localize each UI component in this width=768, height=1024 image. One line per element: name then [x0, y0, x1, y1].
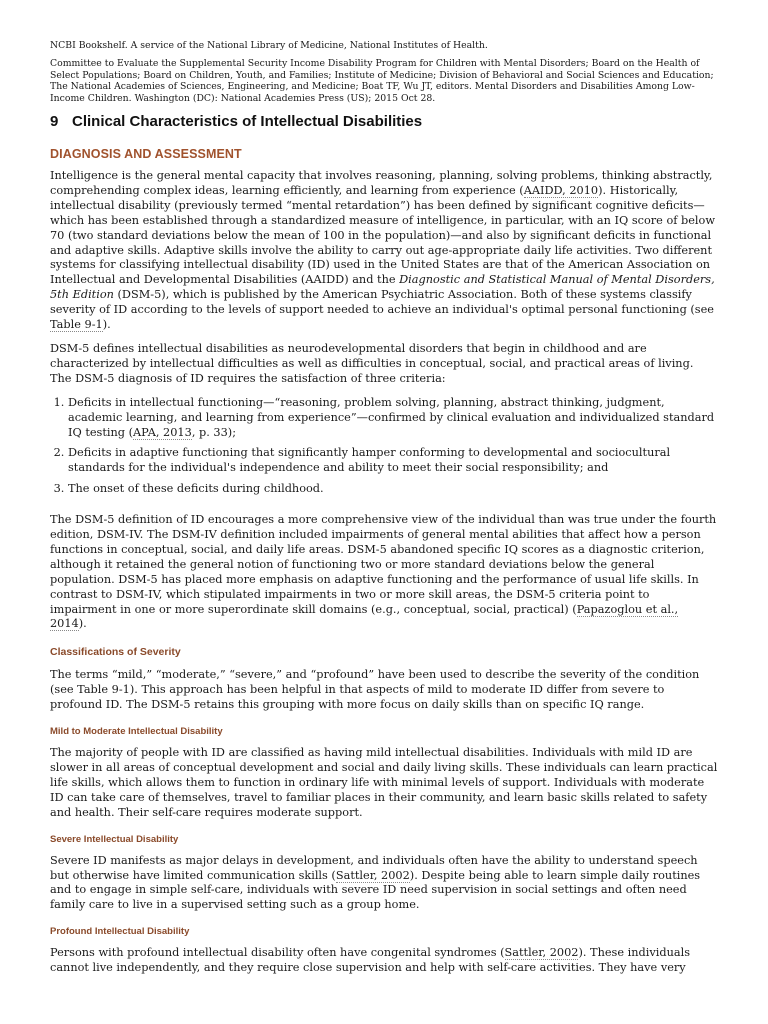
subsubsection-heading-severe: Severe Intellectual Disability: [50, 833, 179, 845]
table-link-9-1[interactable]: Table 9-1: [50, 318, 103, 332]
paragraph-intelligence: [50, 169, 718, 333]
criterion-item: 2. Deficits in adaptive functioning that significantly hamper conforming to developmental and sociocultural standards for the individual's independence and ability to meet their social responsibility; and: [68, 446, 718, 476]
text-run: , p. 33);: [191, 425, 236, 439]
text-run: ). These individuals cannot live independently, and they require close supervision and help with self-care activities. They have very: [50, 946, 691, 975]
criterion-item: [68, 396, 718, 441]
subsubsection-heading-mild: Mild to Moderate Intellectual Disability: [50, 726, 223, 738]
citation-link-sattler[interactable]: Sattler, 2002: [335, 868, 410, 882]
chapter-body: [50, 147, 718, 985]
citation-link-apa[interactable]: APA, 2013: [133, 425, 192, 439]
text-run: ). Despite being able to learn simple daily routines and to engage in simple self-care, individuals with severe ID need supervision in social settings and often need family care to live in a supervised setting such as a group home.: [50, 868, 701, 912]
paragraph-severe: [50, 854, 718, 914]
text-run: ).: [102, 318, 111, 332]
chapter-title: [50, 113, 718, 130]
dsm-title-italic: Diagnostic and Statistical Manual of Mental Disorders, 5th Edition: [50, 273, 715, 302]
chapter-number: 9: [50, 113, 59, 130]
text-run: Persons with profound intellectual disability often have congenital syndromes (: [50, 946, 505, 960]
citation-block: Committee to Evaluate the Supplemental Security Income Disability Program for Children with Mental Disorders; Board on the Health of Select Populations; Board on Children, Youth, and Families; Institute of Medicine; Division of Behavioral and Social Sciences and Education; The National Academies of Sciences, Engineering, and Medicine; Boat TF, Wu JT, editors. Mental Disorders and Disabilities Among Low-Income Children. Washington (DC): National Academies Press (US); 2015 Oct 28.: [50, 58, 714, 104]
ncbi-notice: NCBI Bookshelf. A service of the National Library of Medicine, National Institutes of Health.: [50, 40, 488, 51]
subsubsection-heading-profound: Profound Intellectual Disability: [50, 926, 190, 938]
section-heading-diagnosis: DIAGNOSIS AND ASSESSMENT: [50, 147, 242, 161]
chapter-title-text: Clinical Characteristics of Intellectual Disabilities: [72, 113, 423, 130]
text-run: ). Historically, intellectual disability (previously termed “mental retardation”) has been defined by significant cognitive deficits—which has been established through a standardized measure of intelligence, in particular, with an IQ score of below 70 (two standard deviations below the mean of 100 in the population)—and also by significant deficits in functional and adaptive skills. Adaptive skills involve the ability to carry out age-appropriate daily life activities. Two different systems for classifying intellectual disability (ID) used in the United States are that of the American Association on Intellectual and Developmental Disabilities (AAIDD) and the: [50, 183, 716, 287]
paragraph-profound: [50, 946, 718, 976]
paragraph-dsm-comparison: [50, 513, 718, 632]
paragraph-mild: The majority of people with ID are classified as having mild intellectual disabilities. Individuals with mild ID are slower in all areas of conceptual development and social and daily living skills. These individuals can learn practical life skills, which allows them to function in ordinary life with minimal levels of support. Individuals with moderate ID can take care of themselves, travel to familiar places in their community, and learn basic skills related to safety and health. Their self-care requires moderate support.: [50, 746, 718, 819]
text-run: Intelligence is the general mental capacity that involves reasoning, planning, solving problems, thinking abstractly, comprehending complex ideas, learning efficiently, and learning from experience (: [50, 169, 713, 197]
citation-link-sattler[interactable]: Sattler, 2002: [504, 946, 579, 960]
criterion-item: 3. The onset of these deficits during childhood.: [68, 482, 718, 497]
criteria-list: [50, 396, 718, 497]
subsection-heading-classifications: Classifications of Severity: [50, 646, 181, 659]
text-run: (DSM-5), which is published by the American Psychiatric Association. Both of these systems classify severity of ID according to the levels of support needed to achieve an individual's optimal personal functioning (see: [50, 288, 714, 317]
text-run: ).: [78, 617, 87, 631]
paragraph-classifications: The terms “mild,” “moderate,” “severe,” and “profound” have been used to describe the severity of the condition (see Table 9-1). This approach has been helpful in that aspects of mild to moderate ID differ from severe to profound ID. The DSM-5 retains this grouping with more focus on daily skills than on specific IQ range.: [50, 668, 700, 712]
text-run: Severe ID manifests as major delays in development, and individuals often have the ability to understand speech but otherwise have limited communication skills (: [50, 853, 698, 882]
citation-link-papazoglou[interactable]: Papazoglou et al., 2014: [50, 602, 679, 631]
text-run: Deficits in intellectual functioning—“reasoning, problem solving, planning, abstract thinking, judgment, academic learning, and learning from experience”—confirmed by clinical evaluation and individualized standard IQ testing (: [68, 395, 715, 439]
text-run: The DSM-5 definition of ID encourages a more comprehensive view of the individual than was true under the fourth edition, DSM-IV. The DSM-IV definition included impairments of general mental abilities that affect how a person functions in conceptual, social, and daily life areas. DSM-5 abandoned specific IQ scores as a diagnostic criterion, although it retained the general notion of functioning two or more standard deviations below the general population. DSM-5 has placed more emphasis on adaptive functioning and the performance of usual life skills. In contrast to DSM-IV, which stipulated impairments in two or more skill areas, the DSM-5 criteria point to impairment in one or more superordinate skill domains (e.g., conceptual, social, practical) (: [50, 513, 717, 616]
paragraph-dsm5-definition: DSM-5 defines intellectual disabilities as neurodevelopmental disorders that begin in childhood and are characterized by intellectual difficulties as well as difficulties in conceptual, social, and practical areas of living. The DSM-5 diagnosis of ID requires the satisfaction of three criteria:: [50, 341, 694, 385]
citation-link-aaidd[interactable]: AAIDD, 2010: [523, 183, 599, 197]
